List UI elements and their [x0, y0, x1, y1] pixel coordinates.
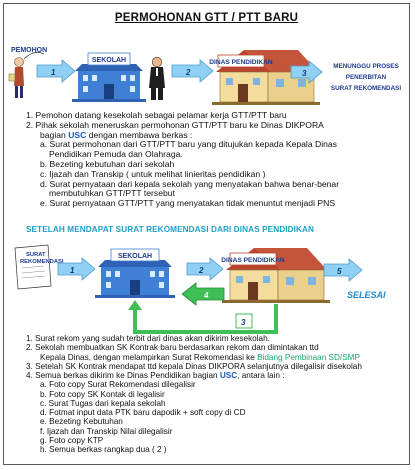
flow-diagram-2: [4, 236, 411, 336]
list2-item-1: 1. Surat rekom yang sudah terbit dari dinas akan dikirim kesekolah.: [26, 334, 270, 343]
dinas-label-2: DINAS PENDIDIKAN: [221, 257, 285, 264]
list2-sub-f: f. Ijazah dan Transkip Nilai dilegalisir: [40, 426, 173, 436]
list1-sub-a: a. Surat permohonan dari GTT/PTT baru yang ditujukan kepada Kepala Dinas: [40, 139, 337, 150]
list2-item-3: 3. Setelah SK Kontrak mendapat ttd kepala Dinas DIKPORA selanjutnya dilegalisir disekolah: [26, 361, 362, 371]
arrow-1-icon: [37, 60, 75, 82]
list1-sub-b: b. Bezeting kebutuhan dari sekolah: [40, 158, 175, 169]
official-person-icon: [149, 57, 165, 100]
result-line-2: PENERBITAN: [345, 74, 387, 81]
result-line-3: SURAT REKOMENDASI: [330, 85, 402, 92]
pemohon-person-icon: [9, 58, 24, 99]
arrow2-4-icon: [182, 283, 224, 305]
list1-sub-a-cont: Pendidikan Pemuda dan Olahraga.: [49, 149, 183, 160]
bidang-pembinaan-label: Bidang Pembinaan SD/SMP: [257, 352, 360, 362]
list2-item-2: 2. Sekolah membuatkan SK Kontrak baru berdasarkan rekom dan dimintakan ttd: [26, 343, 319, 353]
dinas-label: DINAS PENDIDIKAN: [209, 59, 273, 66]
svg-text:3: 3: [241, 318, 246, 327]
document-frame: [3, 3, 410, 465]
arrow-2-icon: [172, 60, 213, 82]
arrow2-3-loop-icon: [128, 300, 276, 332]
usc-label-2: USC: [219, 371, 238, 380]
selesai-label: SELESAI: [347, 290, 386, 300]
result-line-1: MENUNGGU PROSES: [333, 63, 399, 70]
list1-item-1: 1. Pemohon datang kesekolah sebagai pelamar kerja GTT/PTT baru: [26, 110, 287, 120]
requirements-list-2: [26, 334, 362, 454]
surat-line-1: SURAT: [26, 252, 46, 258]
svg-text:1: 1: [51, 68, 56, 77]
list1-sub-c: c. Ijazah dan Transkip ( untuk melihat linieritas pendidikan ): [40, 168, 266, 179]
arrow2-1-icon: [58, 258, 95, 280]
svg-text:2: 2: [199, 266, 204, 275]
list1-sub-e: e. Surat pernyataan GTT/PTT yang menyatakan tidak menuntut menjadi PNS: [40, 198, 336, 209]
sekolah-label: SEKOLAH: [91, 57, 127, 64]
list2-sub-g: g. Foto copy KTP: [40, 435, 104, 445]
list1-item-2: 2. Pihak sekolah meneruskan permohonan GTT/PTT baru ke Dinas DIKPORA: [26, 119, 324, 130]
list1-bagian-line: bagian USC dengan membawa berkas :: [40, 129, 193, 140]
list2-item-4: 4. Semua berkas dikirim ke Dinas Pendidikan bagian USC, antara lain :: [26, 371, 285, 380]
list1-sub-d-cont: membutuhkan GTT/PTT tersebut: [49, 188, 175, 199]
surat-line-2: REKOMENDASI: [20, 259, 64, 265]
list2-sub-c: c. Surat Tugas dari kepala sekolah: [40, 398, 166, 408]
svg-text:1: 1: [70, 266, 75, 275]
list2-kepala-line: Kepala Dinas, dengan melampirkan Surat Rekomendasi ke Bidang Pembinaan SD/SMP: [40, 352, 360, 362]
svg-text:2: 2: [186, 68, 191, 77]
list2-sub-b: b. Foto copy SK Kontak di legalisir: [40, 389, 165, 399]
list2-sub-h: h. Semua berkas rangkap dua ( 2 ): [40, 445, 167, 454]
svg-text:5: 5: [337, 267, 342, 276]
list1-sub-d: d. Surat pernyataan dari kepala sekolah yang menyatakan bahwa benar-benar: [40, 178, 340, 189]
list2-sub-d: d. Fotmat input data PTK baru dapodik + soft copy di CD: [40, 408, 246, 417]
list2-sub-a: a. Foto copy Surat Rekomendasi dilegalisir: [40, 380, 196, 390]
svg-text:4: 4: [204, 291, 209, 300]
sekolah-label-2: SEKOLAH: [117, 253, 153, 260]
pemohon-label: PEMOHON: [11, 47, 48, 54]
page-title: PERMOHONAN GTT / PTT BARU: [114, 12, 299, 24]
svg-text:3: 3: [302, 69, 307, 78]
requirements-list-1: [26, 111, 339, 209]
section2-heading: SETELAH MENDAPAT SURAT REKOMENDASI DARI DINAS PENDIDIKAN: [26, 225, 315, 234]
arrow2-2-icon: [187, 258, 223, 280]
arrow2-5-icon: [324, 259, 362, 281]
usc-label: USC: [68, 129, 87, 140]
list2-sub-e: e. Bezeting Kebutuhan: [40, 417, 123, 427]
